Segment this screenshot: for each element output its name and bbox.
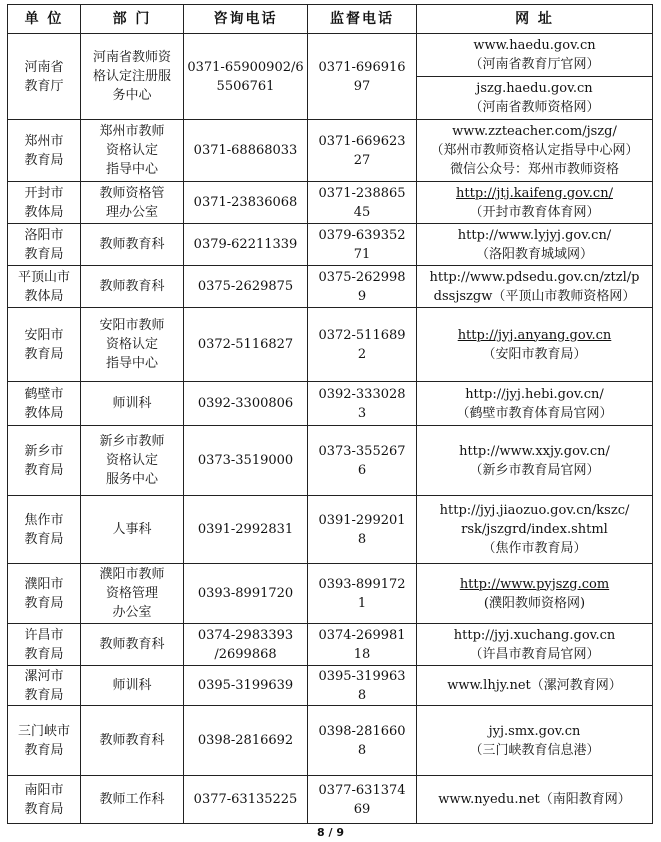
website-content: [417, 442, 652, 480]
unit-cell-line: 教育局: [24, 152, 64, 168]
supervise-phone-cell: [308, 182, 417, 224]
website-line: jszg.haedu.gov.cn: [476, 81, 593, 96]
consult-phone-cell-line: 0373-3519000: [197, 453, 294, 468]
website-line: http://jyj.hebi.gov.cn/: [465, 386, 604, 402]
website-content: [417, 676, 652, 695]
supervise-phone-cell: [308, 666, 417, 706]
supervise-phone-cell-line: 0375-262998: [318, 269, 406, 285]
website-line: (濮阳教师资格网): [483, 595, 586, 611]
supervise-phone-cell: [308, 564, 417, 624]
dept-cell-line: 教师资格管: [99, 185, 165, 201]
consult-phone-cell-line: 0371-68868033: [193, 143, 298, 158]
supervise-phone-cell-line: 0395-319963: [318, 668, 406, 684]
website-line: （安阳市教育局）: [482, 346, 587, 362]
website-content: [417, 326, 652, 364]
dept-cell-line: 师训科: [112, 396, 152, 411]
supervise-phone-cell-line: 8: [357, 531, 367, 547]
website-line: www.zzteacher.com/jszg/: [452, 124, 617, 139]
supervise-phone-cell: [308, 706, 417, 776]
dept-cell-line: 指导中心: [105, 162, 158, 177]
dept-cell: [81, 120, 184, 182]
unit-cell-line: 安阳市: [24, 327, 64, 343]
dept-cell-line: 安阳市教师: [99, 318, 165, 333]
dept-cell-line: 资格认定: [105, 143, 158, 158]
unit-cell: [8, 564, 81, 624]
consult-phone-cell-line: 0374-2983393: [197, 627, 294, 643]
dept-cell: [81, 426, 184, 496]
header-supervise-phone: 监督电话: [308, 5, 417, 34]
website-line: http://www.lyjyj.gov.cn/: [457, 227, 612, 243]
supervise-phone-cell-line: 0373-355267: [318, 443, 406, 459]
unit-cell-line: 教育局: [24, 595, 64, 611]
unit-cell-line: 教育局: [24, 531, 64, 547]
dept-cell-line: 师训科: [112, 678, 152, 693]
supervise-phone-cell-line: 0371-669623: [318, 133, 406, 149]
website-line: rsk/jszgrd/index.shtml: [461, 522, 608, 537]
website-line: www.lhjy.net（漯河教育网）: [447, 678, 622, 693]
dept-cell-line: 新乡市教师: [99, 434, 165, 449]
header-website: 网 址: [417, 5, 653, 34]
table-header-row: [8, 5, 653, 34]
consult-phone-cell: [184, 120, 308, 182]
table-row: [8, 224, 653, 266]
consult-phone-cell: [184, 382, 308, 426]
unit-cell-line: 鹤壁市: [24, 386, 64, 402]
website-line: （焦作市教育局）: [482, 541, 587, 556]
consult-phone-cell-line: 0379-62211339: [193, 237, 298, 252]
supervise-phone-cell-line: 8: [357, 742, 367, 758]
dept-cell: [81, 666, 184, 706]
unit-cell: [8, 426, 81, 496]
supervise-phone-cell: [308, 224, 417, 266]
dept-cell: [81, 308, 184, 382]
website-line: （许昌市教育局官网）: [469, 646, 600, 662]
dept-cell: [81, 496, 184, 564]
website-cell[interactable]: [417, 776, 653, 824]
consult-phone-cell-line: 0371-65900902/6: [187, 59, 304, 75]
table-row: [8, 382, 653, 426]
unit-cell-line: 平顶山市: [17, 269, 70, 285]
table-row: [8, 666, 653, 706]
dept-cell-line: 教师工作科: [99, 792, 165, 807]
contact-table: [7, 4, 653, 824]
dept-cell-line: 资格管理: [105, 586, 158, 601]
website-cell[interactable]: [417, 308, 653, 382]
website-line: www.haedu.gov.cn: [473, 38, 596, 53]
supervise-phone-cell-line: 9: [357, 288, 367, 304]
supervise-phone-cell: [308, 120, 417, 182]
unit-cell: [8, 182, 81, 224]
consult-phone-cell: [184, 624, 308, 666]
unit-cell-line: 教体局: [24, 405, 64, 421]
table-row: [8, 496, 653, 564]
consult-phone-cell-line: 0393-8991720: [197, 586, 294, 601]
dept-cell-line: 务中心: [112, 88, 152, 103]
dept-cell-line: 格认定注册服: [92, 69, 171, 84]
unit-cell-line: 许昌市: [24, 627, 64, 643]
website-cell[interactable]: [417, 34, 653, 120]
dept-cell-line: 服务中心: [105, 472, 158, 487]
unit-cell-line: 教体局: [24, 204, 64, 220]
consult-phone-cell-line: 0398-2816692: [197, 733, 294, 748]
website-line: jyj.smx.gov.cn: [488, 723, 581, 739]
unit-cell-line: 河南省: [24, 59, 64, 75]
website-cell[interactable]: [417, 182, 653, 224]
dept-cell: [81, 624, 184, 666]
table-row: [8, 34, 653, 120]
website-cell[interactable]: [417, 564, 653, 624]
unit-cell-line: 教育局: [24, 646, 64, 662]
table-row: [8, 182, 653, 224]
consult-phone-cell-line: /2699868: [214, 646, 277, 662]
unit-cell: [8, 224, 81, 266]
supervise-phone-cell-line: 0391-299201: [318, 512, 406, 528]
website-content: [417, 501, 652, 558]
website-line: http://www.xxjy.gov.cn/: [459, 443, 610, 459]
unit-cell: [8, 776, 81, 824]
supervise-phone-cell-line: 3: [357, 405, 367, 421]
unit-cell-line: 漯河市: [24, 668, 64, 684]
website-cell[interactable]: [417, 426, 653, 496]
unit-cell-line: 教育局: [24, 462, 64, 478]
website-cell[interactable]: [417, 266, 653, 308]
unit-cell-line: 教育局: [24, 742, 64, 758]
supervise-phone-cell: [308, 496, 417, 564]
supervise-phone-cell-line: 97: [353, 78, 371, 94]
supervise-phone-cell-line: 1: [357, 595, 367, 611]
dept-cell-line: 教师教育科: [99, 279, 165, 294]
website-cell-bottom[interactable]: [417, 77, 652, 119]
consult-phone-cell-line: 0395-3199639: [197, 678, 294, 693]
supervise-phone-cell: [308, 426, 417, 496]
supervise-phone-cell-line: 71: [353, 246, 371, 262]
website-line: （洛阳教育城域网）: [475, 246, 593, 262]
supervise-phone-cell: [308, 34, 417, 120]
consult-phone-cell: [184, 666, 308, 706]
table-row: [8, 120, 653, 182]
consult-phone-cell: [184, 224, 308, 266]
table-row: [8, 564, 653, 624]
unit-cell: [8, 266, 81, 308]
consult-phone-cell-line: 0375-2629875: [197, 279, 294, 294]
table-row: [8, 624, 653, 666]
supervise-phone-cell-line: 6: [357, 462, 367, 478]
website-content: [417, 790, 652, 809]
unit-cell: [8, 382, 81, 426]
supervise-phone-cell-line: 0393-899172: [318, 576, 406, 592]
website-content: [417, 575, 652, 613]
consult-phone-cell: [184, 182, 308, 224]
supervise-phone-cell-line: 45: [353, 204, 371, 220]
website-content: [417, 184, 652, 222]
unit-cell-line: 郑州市: [24, 133, 64, 149]
website-cell[interactable]: [417, 224, 653, 266]
unit-cell: [8, 120, 81, 182]
supervise-phone-cell: [308, 624, 417, 666]
supervise-phone-cell-line: 0379-639352: [318, 227, 406, 243]
unit-cell-line: 教育局: [24, 687, 64, 703]
unit-cell-line: 教育局: [24, 346, 64, 362]
website-cell-top[interactable]: [417, 34, 652, 77]
consult-phone-cell-line: 0377-63135225: [193, 792, 298, 807]
website-line: （河南省教育厅官网）: [469, 57, 600, 72]
website-line: （郑州市教师资格认定指导中心网）: [430, 143, 639, 158]
header-unit: 单 位: [8, 5, 81, 34]
website-line: 微信公众号：郑州市教师资格: [449, 162, 619, 177]
dept-cell-line: 指导中心: [105, 356, 158, 371]
website-cell[interactable]: [417, 706, 653, 776]
dept-cell-line: 理办公室: [105, 204, 158, 220]
dept-cell-line: 教师教育科: [99, 237, 165, 252]
supervise-phone-cell-line: 18: [353, 646, 371, 662]
dept-cell: [81, 564, 184, 624]
dept-cell: [81, 266, 184, 308]
table-row: [8, 776, 653, 824]
unit-cell-line: 洛阳市: [24, 227, 64, 243]
consult-phone-cell: [184, 426, 308, 496]
dept-cell: [81, 776, 184, 824]
table-row: [8, 706, 653, 776]
dept-cell: [81, 34, 184, 120]
website-content: [417, 626, 652, 664]
consult-phone-cell: [184, 34, 308, 120]
dept-cell-line: 人事科: [112, 522, 152, 537]
supervise-phone-cell: [308, 776, 417, 824]
unit-cell-line: 三门峡市: [17, 723, 70, 739]
dept-cell: [81, 706, 184, 776]
unit-cell-line: 濮阳市: [24, 576, 64, 592]
consult-phone-cell-line: 0391-2992831: [197, 522, 294, 537]
page-number: 8 / 9: [317, 826, 344, 839]
supervise-phone-cell-line: 0398-281660: [318, 723, 406, 739]
website-line: www.nyedu.net（南阳教育网）: [438, 792, 631, 807]
supervise-phone-cell-line: 8: [357, 687, 367, 703]
supervise-phone-cell: [308, 308, 417, 382]
website-cell[interactable]: [417, 496, 653, 564]
website-line: （三门峡教育信息港）: [469, 742, 600, 758]
website-content: [417, 385, 652, 423]
website-link[interactable]: http://www.pyjszg.com: [459, 576, 610, 592]
website-line: （新乡市教育局官网）: [469, 462, 600, 478]
website-line: （开封市教育体育网）: [469, 204, 600, 220]
website-cell[interactable]: [417, 382, 653, 426]
unit-cell-line: 教育局: [24, 801, 64, 817]
unit-cell-line: 焦作市: [24, 512, 64, 528]
dept-cell-line: 资格认定: [105, 337, 158, 352]
website-content: [417, 268, 652, 306]
consult-phone-cell: [184, 706, 308, 776]
unit-cell-line: 教育厅: [24, 78, 64, 94]
dept-cell: [81, 182, 184, 224]
consult-phone-cell-line: 0392-3300806: [197, 396, 294, 411]
header-dept: 部 门: [81, 5, 184, 34]
unit-cell: [8, 34, 81, 120]
dept-cell-line: 办公室: [112, 605, 152, 620]
website-cell[interactable]: [417, 666, 653, 706]
dept-cell-line: 河南省教师资: [92, 50, 171, 65]
supervise-phone-cell-line: 0372-511689: [318, 327, 406, 343]
website-content: [417, 722, 652, 760]
consult-phone-cell: [184, 564, 308, 624]
consult-phone-cell: [184, 496, 308, 564]
unit-cell-line: 教育局: [24, 246, 64, 262]
unit-cell: [8, 706, 81, 776]
website-content: [417, 122, 652, 179]
consult-phone-cell-line: 5506761: [216, 78, 275, 94]
website-line: （鹤壁市教育体育局官网）: [456, 405, 613, 421]
unit-cell-line: 开封市: [24, 185, 64, 201]
unit-cell: [8, 496, 81, 564]
table-row: [8, 426, 653, 496]
supervise-phone-cell-line: 0371-238865: [318, 185, 406, 201]
consult-phone-cell: [184, 308, 308, 382]
supervise-phone-cell-line: 0374-269981: [318, 627, 406, 643]
dept-cell-line: 教师教育科: [99, 733, 165, 748]
unit-cell: [8, 666, 81, 706]
dept-cell-line: 教师教育科: [99, 637, 165, 652]
supervise-phone-cell-line: 0392-333028: [318, 386, 406, 402]
website-cell[interactable]: [417, 624, 653, 666]
website-link[interactable]: http://jyj.anyang.gov.cn: [457, 327, 612, 343]
unit-cell-line: 新乡市: [24, 443, 64, 459]
consult-phone-cell-line: 0372-5116827: [197, 337, 294, 352]
unit-cell: [8, 624, 81, 666]
website-cell[interactable]: [417, 120, 653, 182]
consult-phone-cell-line: 0371-23836068: [193, 195, 298, 210]
table-row: [8, 266, 653, 308]
supervise-phone-cell-line: 27: [353, 152, 371, 168]
dept-cell: [81, 382, 184, 426]
dept-cell-line: 资格认定: [105, 453, 158, 468]
website-line: http://www.pdsedu.gov.cn/ztzl/p: [429, 269, 640, 285]
supervise-phone-cell-line: 69: [353, 801, 371, 817]
website-link[interactable]: http://jtj.kaifeng.gov.cn/: [456, 185, 613, 201]
supervise-phone-cell-line: 0377-631374: [318, 782, 406, 798]
supervise-phone-cell-line: 0371-696916: [318, 59, 406, 75]
table-row: [8, 308, 653, 382]
dept-cell-line: 濮阳市教师: [99, 567, 165, 582]
website-line: dssjszgw（平顶山市教师资格网）: [433, 288, 636, 304]
consult-phone-cell: [184, 266, 308, 308]
website-line: http://jyj.jiaozuo.gov.cn/kszc/: [439, 503, 630, 518]
dept-cell-line: 郑州市教师: [99, 124, 165, 139]
supervise-phone-cell: [308, 266, 417, 308]
consult-phone-cell: [184, 776, 308, 824]
supervise-phone-cell: [308, 382, 417, 426]
website-line: （河南省教师资格网）: [469, 100, 600, 115]
website-line: http://jyj.xuchang.gov.cn: [453, 627, 616, 643]
header-consult-phone: 咨询电话: [184, 5, 308, 34]
unit-cell: [8, 308, 81, 382]
dept-cell: [81, 224, 184, 266]
unit-cell-line: 南阳市: [24, 782, 64, 798]
supervise-phone-cell-line: 2: [357, 346, 367, 362]
unit-cell-line: 教体局: [24, 288, 64, 304]
website-content: [417, 226, 652, 264]
